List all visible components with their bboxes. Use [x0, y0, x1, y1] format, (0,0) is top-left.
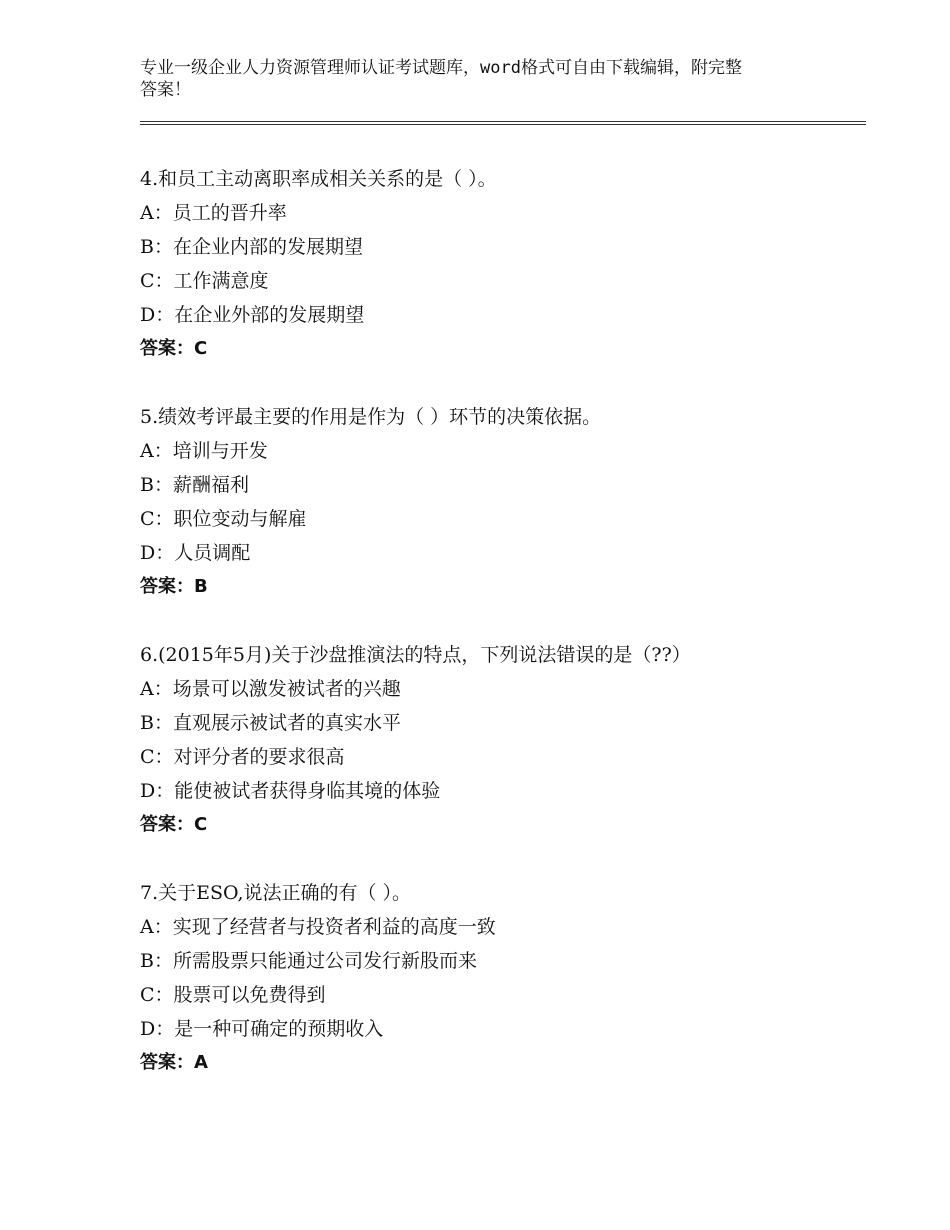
page-header [140, 57, 810, 101]
option-a: A：培训与开发 [140, 440, 268, 462]
question-7 [140, 876, 860, 1080]
option-a: A：实现了经营者与投资者利益的高度一致 [140, 916, 496, 938]
option-b: B：所需股票只能通过公司发行新股而来 [140, 950, 477, 972]
option-d: D：能使被试者获得身临其境的体验 [140, 780, 441, 802]
option-c: C：对评分者的要求很高 [140, 746, 345, 768]
option-d: D：人员调配 [140, 542, 251, 564]
answer-value: A [194, 1052, 208, 1073]
header-line-2: 答案！ [140, 80, 191, 100]
answer-label: 答案： [140, 1052, 194, 1073]
answer-line [140, 1046, 860, 1080]
answer-value: B [194, 576, 208, 597]
question-stem: 7.关于ESO,说法正确的有（ ）。 [140, 882, 412, 904]
option-d: D：在企业外部的发展期望 [140, 304, 365, 326]
question-stem: 6.(2015年5月)关于沙盘推演法的特点，下列说法错误的是（??） [140, 644, 691, 666]
answer-line [140, 570, 860, 604]
question-stem: 5.绩效考评最主要的作用是作为（ ）环节的决策依据。 [140, 406, 602, 428]
option-b: B：在企业内部的发展期望 [140, 236, 363, 258]
answer-value: C [194, 338, 208, 359]
option-c: C：工作满意度 [140, 270, 269, 292]
answer-label: 答案： [140, 814, 194, 835]
option-b: B：直观展示被试者的真实水平 [140, 712, 401, 734]
answer-label: 答案： [140, 576, 194, 597]
option-b: B：薪酬福利 [140, 474, 249, 496]
header-divider [140, 121, 866, 123]
question-4 [140, 162, 860, 366]
option-c: C：职位变动与解雇 [140, 508, 307, 530]
header-divider-second [140, 124, 866, 126]
option-c: C：股票可以免费得到 [140, 984, 326, 1006]
question-list [140, 162, 860, 1114]
question-5 [140, 400, 860, 604]
answer-label: 答案： [140, 338, 194, 359]
answer-line [140, 808, 860, 842]
answer-line [140, 332, 860, 366]
option-a: A：员工的晋升率 [140, 202, 287, 224]
answer-value: C [194, 814, 208, 835]
option-d: D：是一种可确定的预期收入 [140, 1018, 384, 1040]
question-6 [140, 638, 860, 842]
question-stem: 4.和员工主动离职率成相关关系的是（ ）。 [140, 168, 497, 190]
header-line-1: 专业一级企业人力资源管理师认证考试题库，word格式可自由下载编辑，附完整 [140, 58, 742, 78]
option-a: A：场景可以激发被试者的兴趣 [140, 678, 401, 700]
